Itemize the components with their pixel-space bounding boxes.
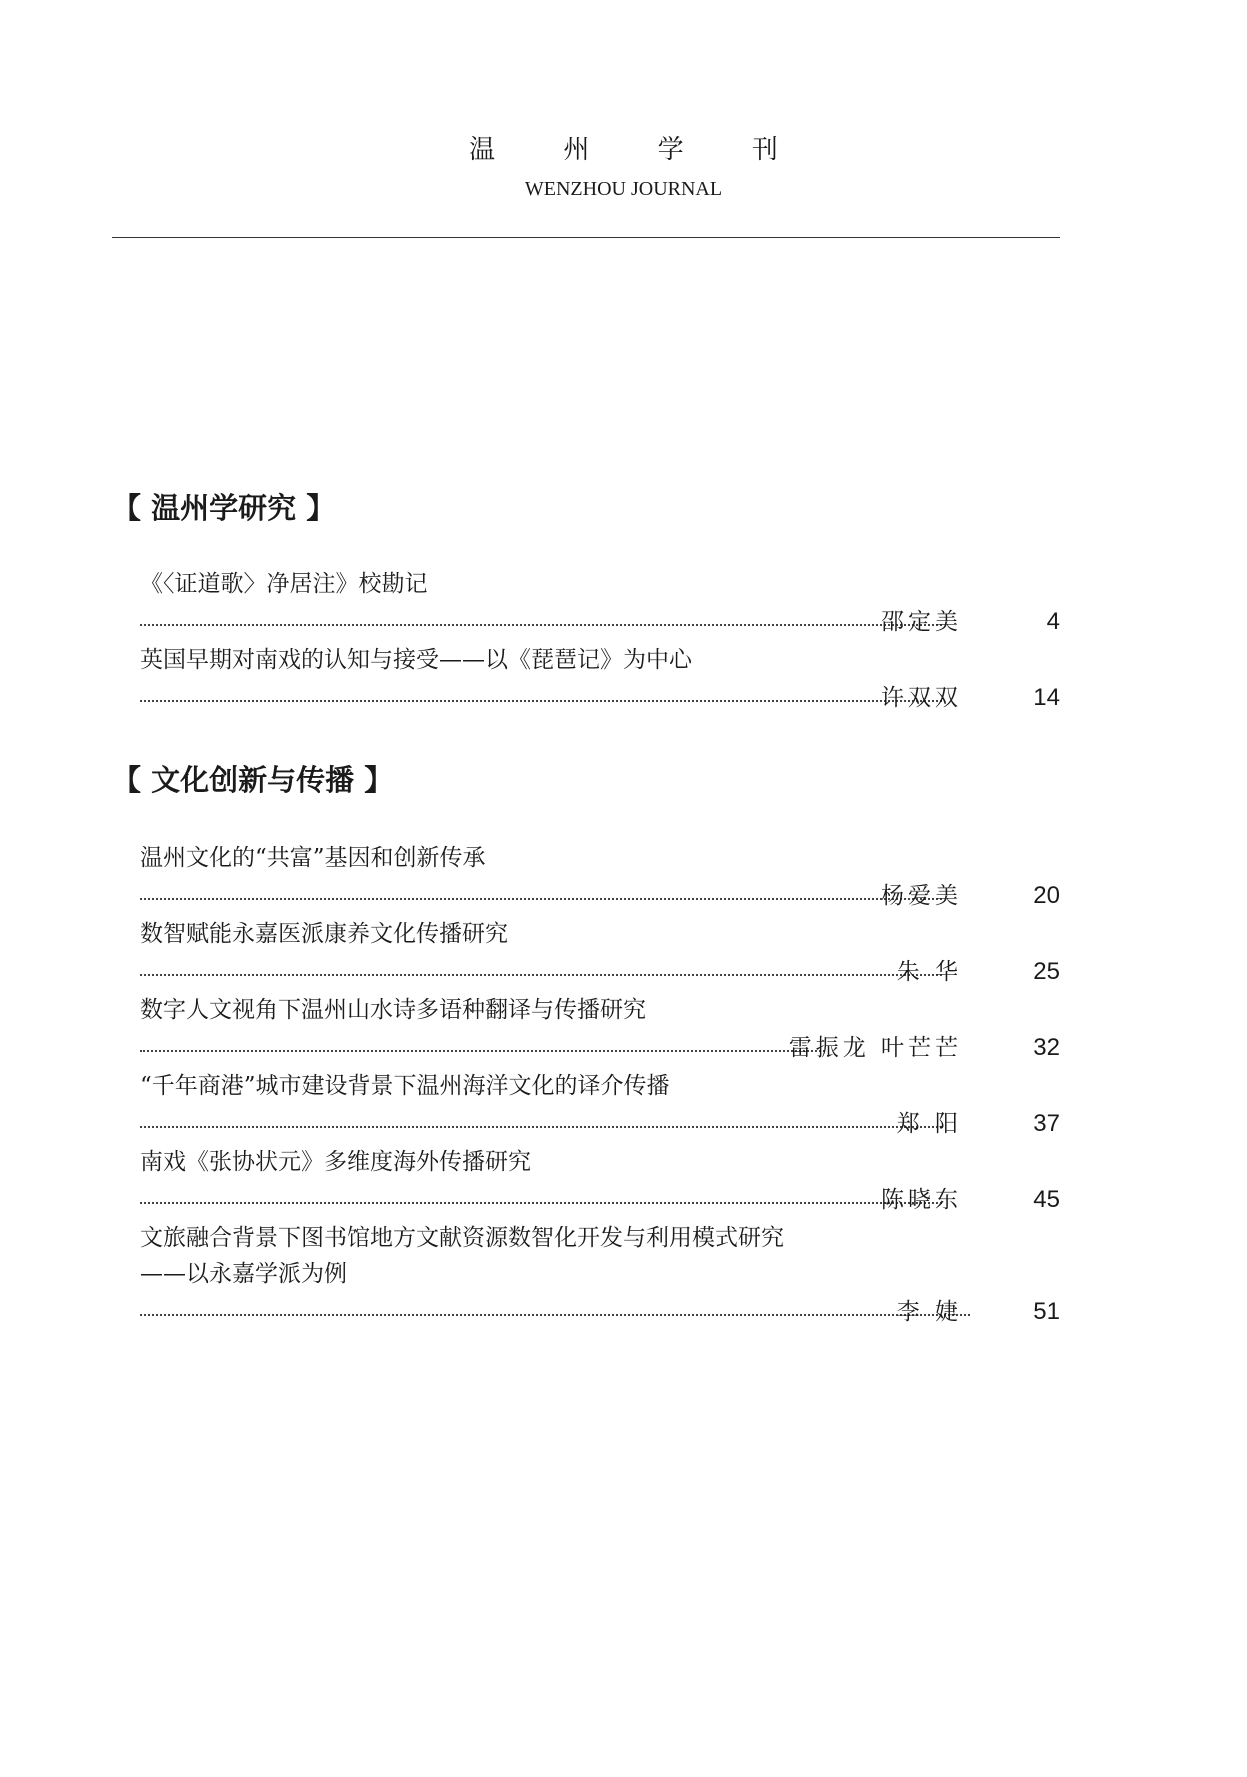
entry-page-number: 45 bbox=[1033, 1186, 1060, 1213]
toc-entry[interactable] bbox=[140, 566, 1060, 642]
dot-leader bbox=[140, 974, 942, 976]
entry-authors: 杨爱美 bbox=[881, 883, 962, 909]
entry-page-number: 20 bbox=[1033, 882, 1060, 909]
dot-leader bbox=[140, 898, 942, 900]
entry-authors: 郑 阳 bbox=[896, 1111, 962, 1137]
dot-leader bbox=[140, 1126, 942, 1128]
toc-entry[interactable] bbox=[140, 1220, 1060, 1332]
toc-entry[interactable] bbox=[140, 642, 1060, 718]
section-title: 【 温州学研究 】 bbox=[112, 491, 336, 525]
entry-authors: 雷振龙 叶芒芒 bbox=[788, 1035, 962, 1061]
entry-title: 南戏《张协状元》多维度海外传播研究 bbox=[140, 1149, 531, 1175]
dot-leader bbox=[140, 700, 942, 702]
entry-authors: 邵定美 bbox=[881, 609, 962, 635]
entry-page-number: 37 bbox=[1033, 1110, 1060, 1137]
toc-entry[interactable] bbox=[140, 1068, 1060, 1144]
section-wenzhou-studies bbox=[112, 488, 1060, 718]
entry-authors: 许双双 bbox=[881, 685, 962, 711]
entry-page-number: 14 bbox=[1033, 684, 1060, 711]
entry-title: 数字人文视角下温州山水诗多语种翻译与传播研究 bbox=[140, 997, 646, 1023]
entry-title: 温州文化的“共富”基因和创新传承 bbox=[140, 845, 486, 871]
entry-title: 英国早期对南戏的认知与接受——以《琵琶记》为中心 bbox=[140, 647, 692, 673]
dot-leader bbox=[140, 624, 942, 626]
entry-page-number: 32 bbox=[1033, 1034, 1060, 1061]
entry-title: 《〈证道歌〉净居注》校勘记 bbox=[140, 571, 428, 597]
toc-entry[interactable] bbox=[140, 916, 1060, 992]
toc-entry[interactable] bbox=[140, 1144, 1060, 1220]
journal-title-cn: 温 州 学 刊 bbox=[469, 135, 808, 165]
dot-leader bbox=[140, 1202, 942, 1204]
entry-authors: 陈晓东 bbox=[881, 1187, 962, 1213]
header-rule bbox=[112, 237, 1060, 238]
toc-entry[interactable] bbox=[140, 992, 1060, 1068]
toc-entry[interactable] bbox=[140, 840, 1060, 916]
entry-authors: 李 婕 bbox=[896, 1299, 962, 1325]
entry-title: 文旅融合背景下图书馆地方文献资源数智化开发与利用模式研究 bbox=[140, 1225, 784, 1251]
masthead bbox=[0, 130, 1247, 204]
entry-authors: 朱 华 bbox=[896, 959, 962, 985]
dot-leader bbox=[140, 1050, 825, 1052]
entry-page-number: 4 bbox=[1046, 608, 1060, 635]
entry-page-number: 25 bbox=[1033, 958, 1060, 985]
entry-title: 数智赋能永嘉医派康养文化传播研究 bbox=[140, 921, 508, 947]
section-culture-innovation bbox=[112, 760, 1060, 1332]
journal-title-en: WENZHOU JOURNAL bbox=[524, 178, 723, 200]
entry-title: “千年商港”城市建设背景下温州海洋文化的译介传播 bbox=[140, 1073, 670, 1099]
entry-subtitle: ——以永嘉学派为例 bbox=[140, 1261, 347, 1287]
section-title: 【 文化创新与传播 】 bbox=[112, 763, 394, 797]
dot-leader bbox=[140, 1314, 970, 1316]
entry-page-number: 51 bbox=[1033, 1298, 1060, 1325]
